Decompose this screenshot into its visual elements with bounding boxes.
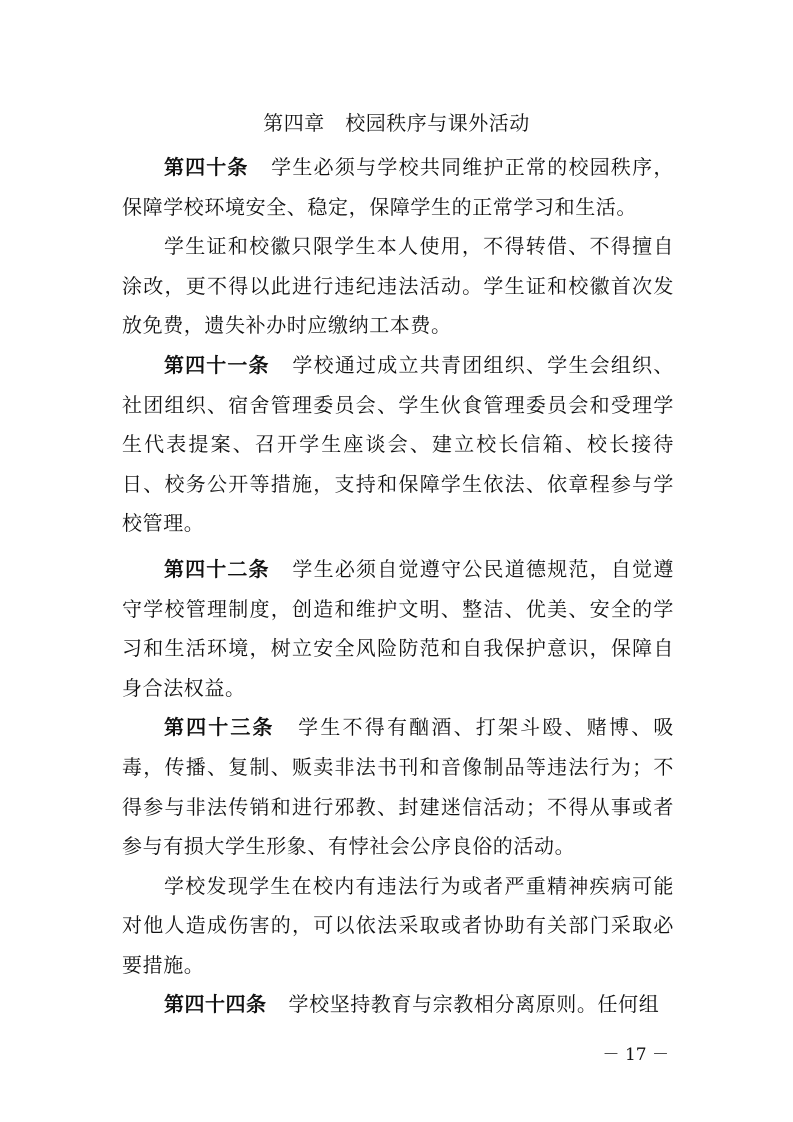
paragraph-text: 学生必须与学校共同维护正常的校园秩序，保障学校环境安全、稳定，保障学生的正常学习和生活。: [122, 155, 675, 219]
paragraph-text: 学校坚持教育与宗教相分离原则。任何组: [288, 992, 660, 1017]
chapter-title: 第四章 校园秩序与课外活动: [263, 111, 530, 135]
paragraph-text: 学生证和校徽只限学生本人使用，不得转借、不得擅自涂改，更不得以此进行违纪违法活动。学生证和校徽首次发放免费，遗失补办时应缴纳工本费。: [122, 234, 674, 338]
paragraph-article-43: [122, 708, 674, 866]
paragraph-article-44: [122, 985, 674, 1025]
paragraph-article-40: [122, 148, 674, 227]
paragraph-text: 学校发现学生在校内有违法行为或者严重精神疾病可能对他人造成伤害的，可以依法采取或者协助有关部门采取必要措施。: [122, 873, 674, 977]
paragraph-text: 学生必须自觉遵守公民道德规范，自觉遵守学校管理制度，创造和维护文明、整洁、优美、安全的学习和生活环境，树立安全风险防范和自我保护意识，保障自身合法权益。: [122, 556, 674, 700]
body-text: [122, 148, 674, 1025]
article-heading: 第四十一条: [164, 352, 270, 377]
article-heading: 第四十三条: [164, 715, 275, 740]
paragraph-school-measures: [122, 867, 674, 986]
article-heading: 第四十条: [164, 155, 249, 179]
paragraph-text: 学校通过成立共青团组织、学生会组织、社团组织、宿舍管理委员会、学生伙食管理委员会和受理学生代表提案、召开学生座谈会、建立校长信箱、校长接待日、校务公开等措施，支持和保障学生依法、依章程参与学校管理。: [122, 352, 674, 536]
page-number: － 17 －: [602, 1045, 669, 1065]
article-heading: 第四十四条: [164, 992, 267, 1017]
paragraph-article-41: [122, 346, 674, 544]
paragraph-article-42: [122, 550, 674, 708]
paragraph-text: 学生不得有酗酒、打架斗殴、赌博、吸毒，传播、复制、贩卖非法书刊和音像制品等违法行为；不得参与非法传销和进行邪教、封建迷信活动；不得从事或者参与有损大学生形象、有悖社会公序良俗的活动。: [122, 715, 675, 859]
paragraph-student-card: [122, 227, 674, 346]
article-heading: 第四十二条: [164, 556, 270, 581]
